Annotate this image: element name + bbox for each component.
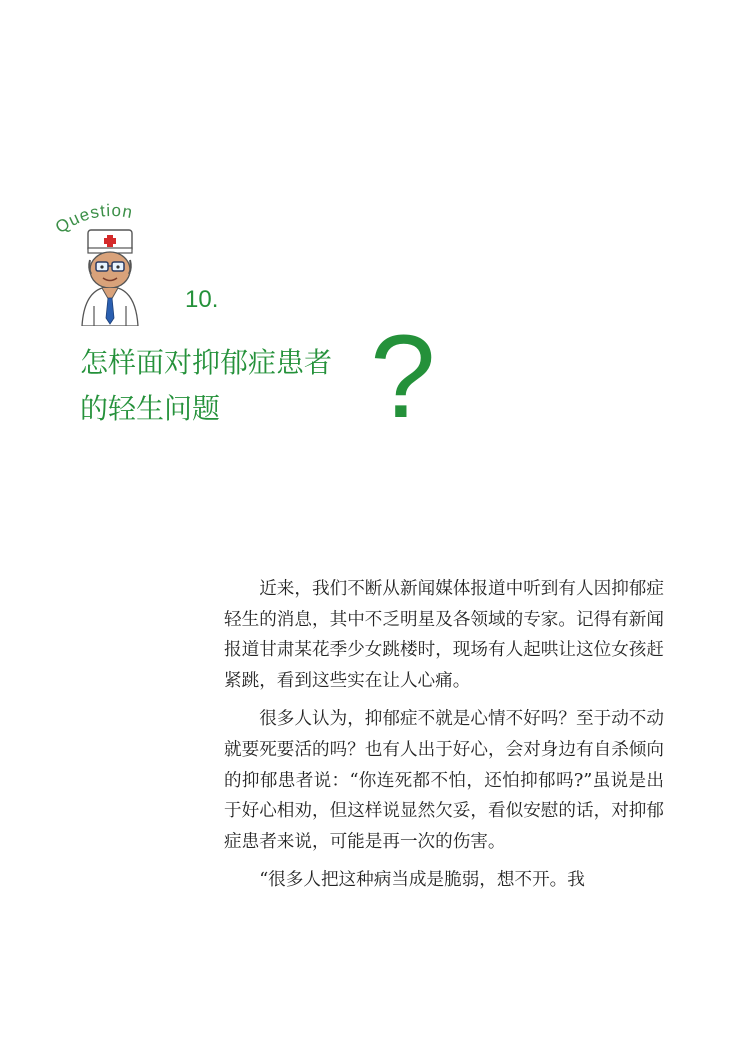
doctor-avatar-icon	[72, 228, 148, 326]
question-mark-graphic: ?	[370, 311, 436, 443]
question-number: 10.	[185, 286, 219, 313]
body-text	[224, 574, 664, 904]
paragraph-3: “很多人把这种病当成是脆弱，想不开。我	[259, 870, 585, 891]
title-line-2: 的轻生问题	[80, 392, 221, 425]
question-title	[80, 340, 332, 432]
paragraph-1: 近来，我们不断从新闻媒体报道中听到有人因抑郁症轻生的消息，其中不乏明星及各领域的专家。记得有新闻报道甘肃某花季少女跳楼时，现场有人起哄让这位女孩赶紧跳，看到这些实在让人心痛。	[224, 579, 664, 691]
title-line-1: 怎样面对抑郁症患者	[80, 346, 333, 379]
paragraph-2: 很多人认为，抑郁症不就是心情不好吗？至于动不动就要死要活的吗？也有人出于好心，会对身边有自杀倾向的抑郁患者说：“你连死都不怕，还怕抑郁吗?”虽说是出于好心相劝，但这样说显然欠妥，看似安慰的话，对抑郁症患者来说，可能是再一次的伤害。	[224, 709, 664, 852]
question-arc-text: Question	[52, 200, 135, 238]
